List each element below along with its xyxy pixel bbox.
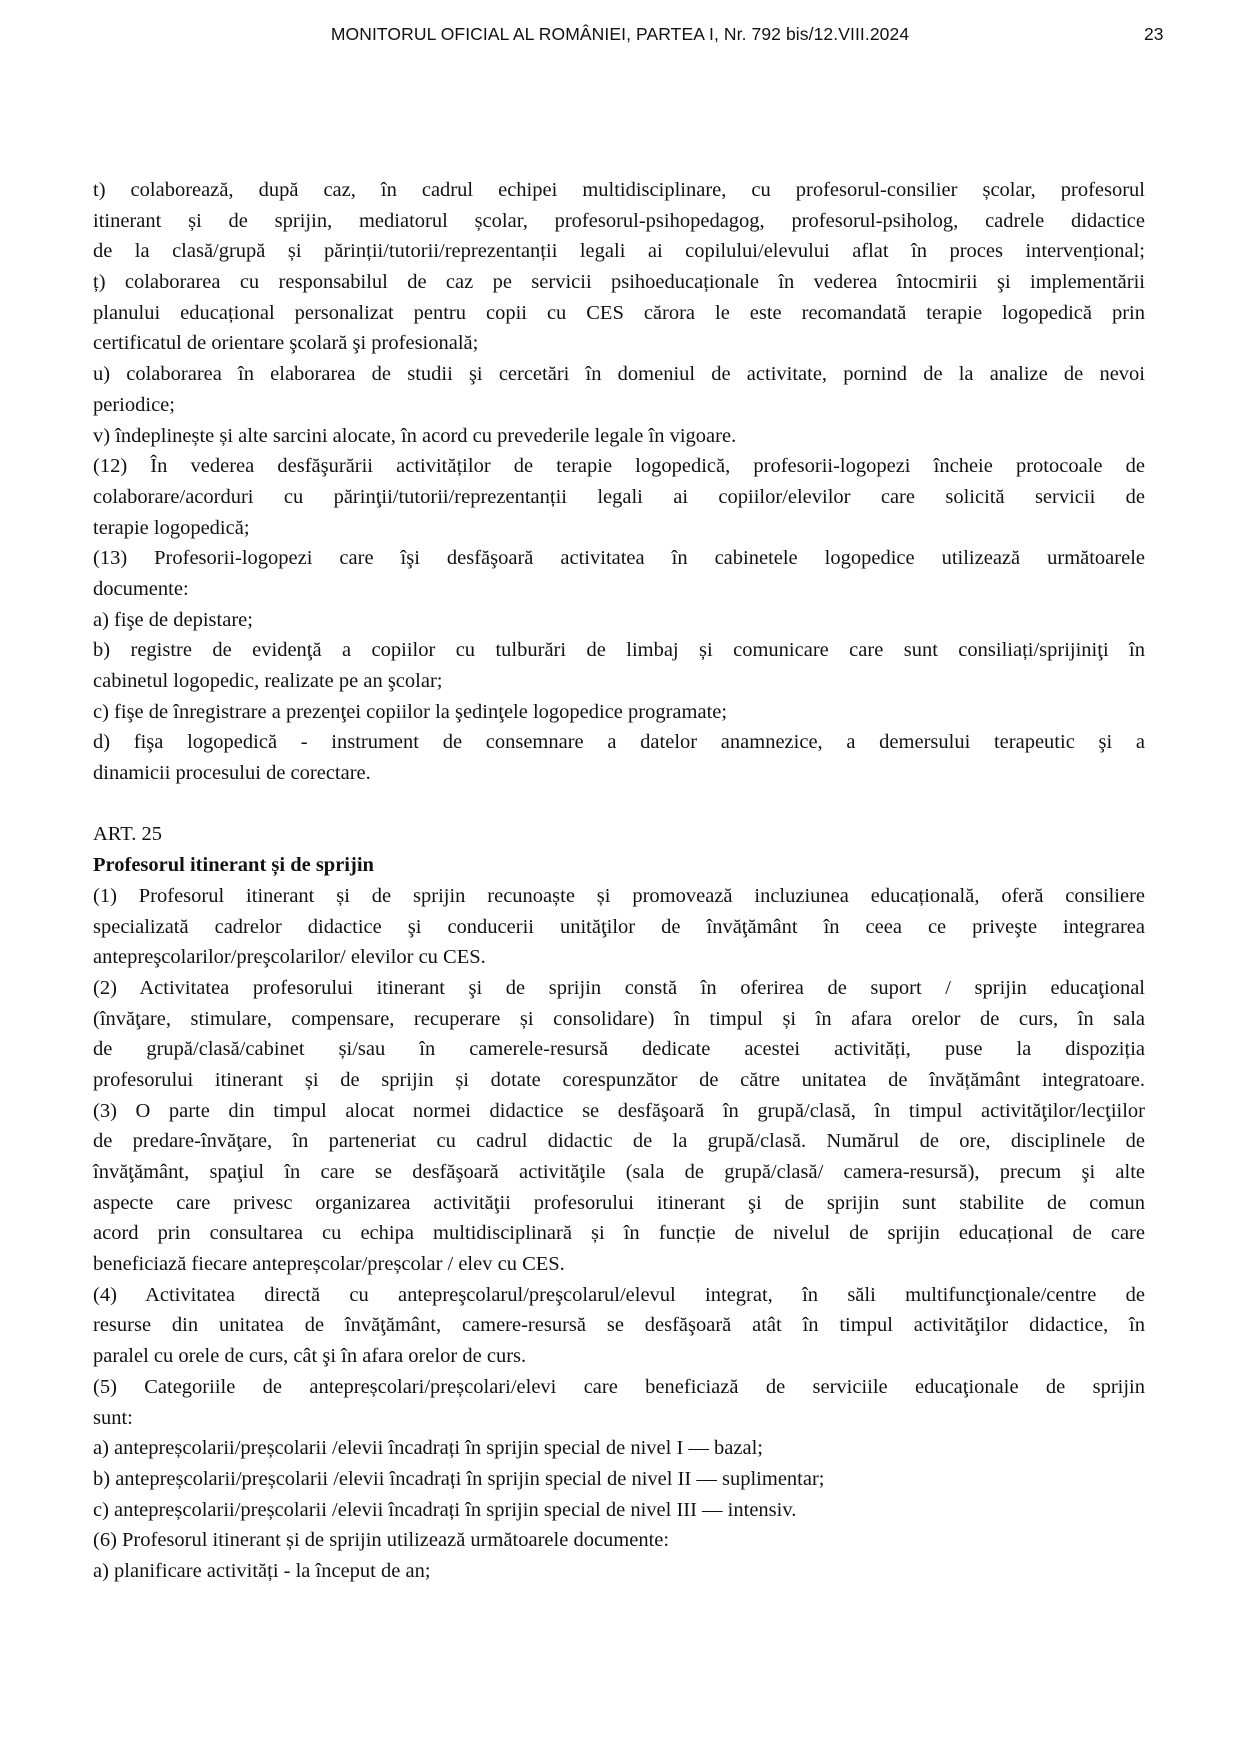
text-line: sunt: <box>93 1406 133 1429</box>
text-line: a) antepreșcolarii/preșcolarii /elevii încadrați în sprijin special de nivel I — bazal; <box>93 1437 763 1460</box>
document-body <box>93 175 1145 1587</box>
text-line: (învăţare, stimulare, compensare, recuperare și consolidare) în timpul și în afara orelor de curs, în sala <box>93 1007 1145 1030</box>
text-line: (5) Categoriile de antepreșcolari/preșcolari/elevi care beneficiază de serviciile educaţionale de sprijin <box>93 1375 1145 1398</box>
text-line: u) colaborarea în elaborarea de studii şi cercetări în domeniul de activitate, pornind de la analize de nevoi <box>93 363 1145 386</box>
text-line: certificatul de orientare şcolară şi profesională; <box>93 332 479 355</box>
text-line: c) antepreșcolarii/preșcolarii /elevii încadrați în sprijin special de nivel III — intensiv. <box>93 1498 797 1521</box>
text-line: planului educațional personalizat pentru copii cu CES cărora le este recomandată terapie logopedică prin <box>93 301 1145 324</box>
text-line: documente: <box>93 577 189 600</box>
text-line: acord prin consultarea cu echipa multidisciplinară și în funcție de nivelul de sprijin educațional de care <box>93 1222 1145 1245</box>
text-line: a) planificare activități - la început de an; <box>93 1559 431 1582</box>
text-line: aspecte care privesc organizarea activităţii profesorului itinerant şi de sprijin sunt stabilite de comun <box>93 1191 1145 1214</box>
text-line: specializată cadrelor didactice şi conducerii unităţilor de învăţământ în ceea ce priveşte integrarea <box>93 915 1145 938</box>
text-line: (13) Profesorii-logopezi care îşi desfăşoară activitatea în cabinetele logopedice utilizează următoarele <box>93 547 1145 570</box>
running-header: MONITORUL OFICIAL AL ROMÂNIEI, PARTEA I, Nr. 792 bis/12.VIII.2024 <box>330 24 910 44</box>
section-title: Profesorul itinerant și de sprijin <box>93 854 374 877</box>
text-line: de predare-învăţare, în parteneriat cu cadrul didactic de la grupă/clasă. Numărul de ore, disciplinele de <box>93 1130 1145 1153</box>
text-line: v) îndeplinește și alte sarcini alocate, în acord cu prevederile legale în vigoare. <box>93 424 737 447</box>
text-line: periodice; <box>93 393 175 416</box>
text-line: (1) Profesorul itinerant și de sprijin recunoaște și promovează incluziunea educațională, oferă consiliere <box>93 884 1145 907</box>
text-line: (3) O parte din timpul alocat normei didactice se desfăşoară în grupă/clasă, în timpul activităţilor/lecţiilor <box>93 1099 1145 1122</box>
text-line: resurse din unitatea de învăţământ, camere-resursă se desfăşoară atât în timpul activităţilor didactice, în <box>93 1314 1145 1337</box>
text-line: (2) Activitatea profesorului itinerant şi de sprijin constă în oferirea de suport / sprijin educaţional <box>93 976 1145 999</box>
text-line: dinamicii procesului de corectare. <box>93 762 371 785</box>
text-line: ț) colaborarea cu responsabilul de caz pe servicii psihoeducaționale în vederea întocmirii şi implementării <box>93 271 1145 294</box>
text-line: (6) Profesorul itinerant și de sprijin utilizează următoarele documente: <box>93 1529 670 1552</box>
text-line: colaborare/acorduri cu părinţii/tutorii/reprezentanții legali ai copiilor/elevilor care solicită servicii de <box>93 485 1145 508</box>
text-line: a) fişe de depistare; <box>93 608 253 631</box>
text-line: c) fişe de înregistrare a prezenţei copiilor la şedinţele logopedice programate; <box>93 700 728 723</box>
text-line: profesorului itinerant și de sprijin și dotate corespunzător de către unitatea de învățământ integratoare. <box>93 1068 1145 1091</box>
text-line: învăţământ, spaţiul în care se desfăşoară activităţile (sala de grupă/clasă/ camera-resursă), precum şi alte <box>93 1161 1145 1183</box>
text-line: (12) În vederea desfăşurării activităților de terapie logopedică, profesorii-logopezi încheie protocoale de <box>93 455 1145 478</box>
text-line: antepreşcolarilor/preşcolarilor/ elevilor cu CES. <box>93 946 486 969</box>
text-line: paralel cu orele de curs, cât şi în afara orelor de curs. <box>93 1345 527 1368</box>
text-line: beneficiază fiecare antepreșcolar/preșcolar / elev cu CES. <box>93 1253 565 1276</box>
text-line: terapie logopedică; <box>93 516 250 539</box>
text-line: b) antepreșcolarii/preșcolarii /elevii încadrați în sprijin special de nivel II — suplimentar; <box>93 1467 825 1490</box>
text-line: de grupă/clasă/cabinet și/sau în camerele-resursă dedicate acestei activități, puse la dispoziția <box>93 1038 1145 1061</box>
text-line: (4) Activitatea directă cu antepreşcolarul/preşcolarul/elevul integrat, în săli multifuncţionale/centre de <box>93 1283 1145 1306</box>
text-line: cabinetul logopedic, realizate pe an şcolar; <box>93 670 443 692</box>
text-line: itinerant și de sprijin, mediatorul școlar, profesorul-psihopedagog, profesorul-psiholog, cadrele didactice <box>93 209 1145 232</box>
text-line: ART. 25 <box>93 823 162 846</box>
text-line: de la clasă/grupă și părinții/tutorii/reprezentanții legali ai copilului/elevului aflat în proces intervențional; <box>93 240 1145 263</box>
blank-line <box>93 789 1145 820</box>
text-line: b) registre de evidenţă a copiilor cu tulburări de limbaj și comunicare care sunt consiliați/sprijiniţi în <box>93 639 1145 662</box>
text-line: t) colaborează, după caz, în cadrul echipei multidisciplinare, cu profesorul-consilier școlar, profesorul <box>93 179 1145 201</box>
text-line: d) fişa logopedică - instrument de consemnare a datelor anamnezice, a demersului terapeutic şi a <box>93 731 1145 754</box>
page-number: 23 <box>1144 24 1164 44</box>
